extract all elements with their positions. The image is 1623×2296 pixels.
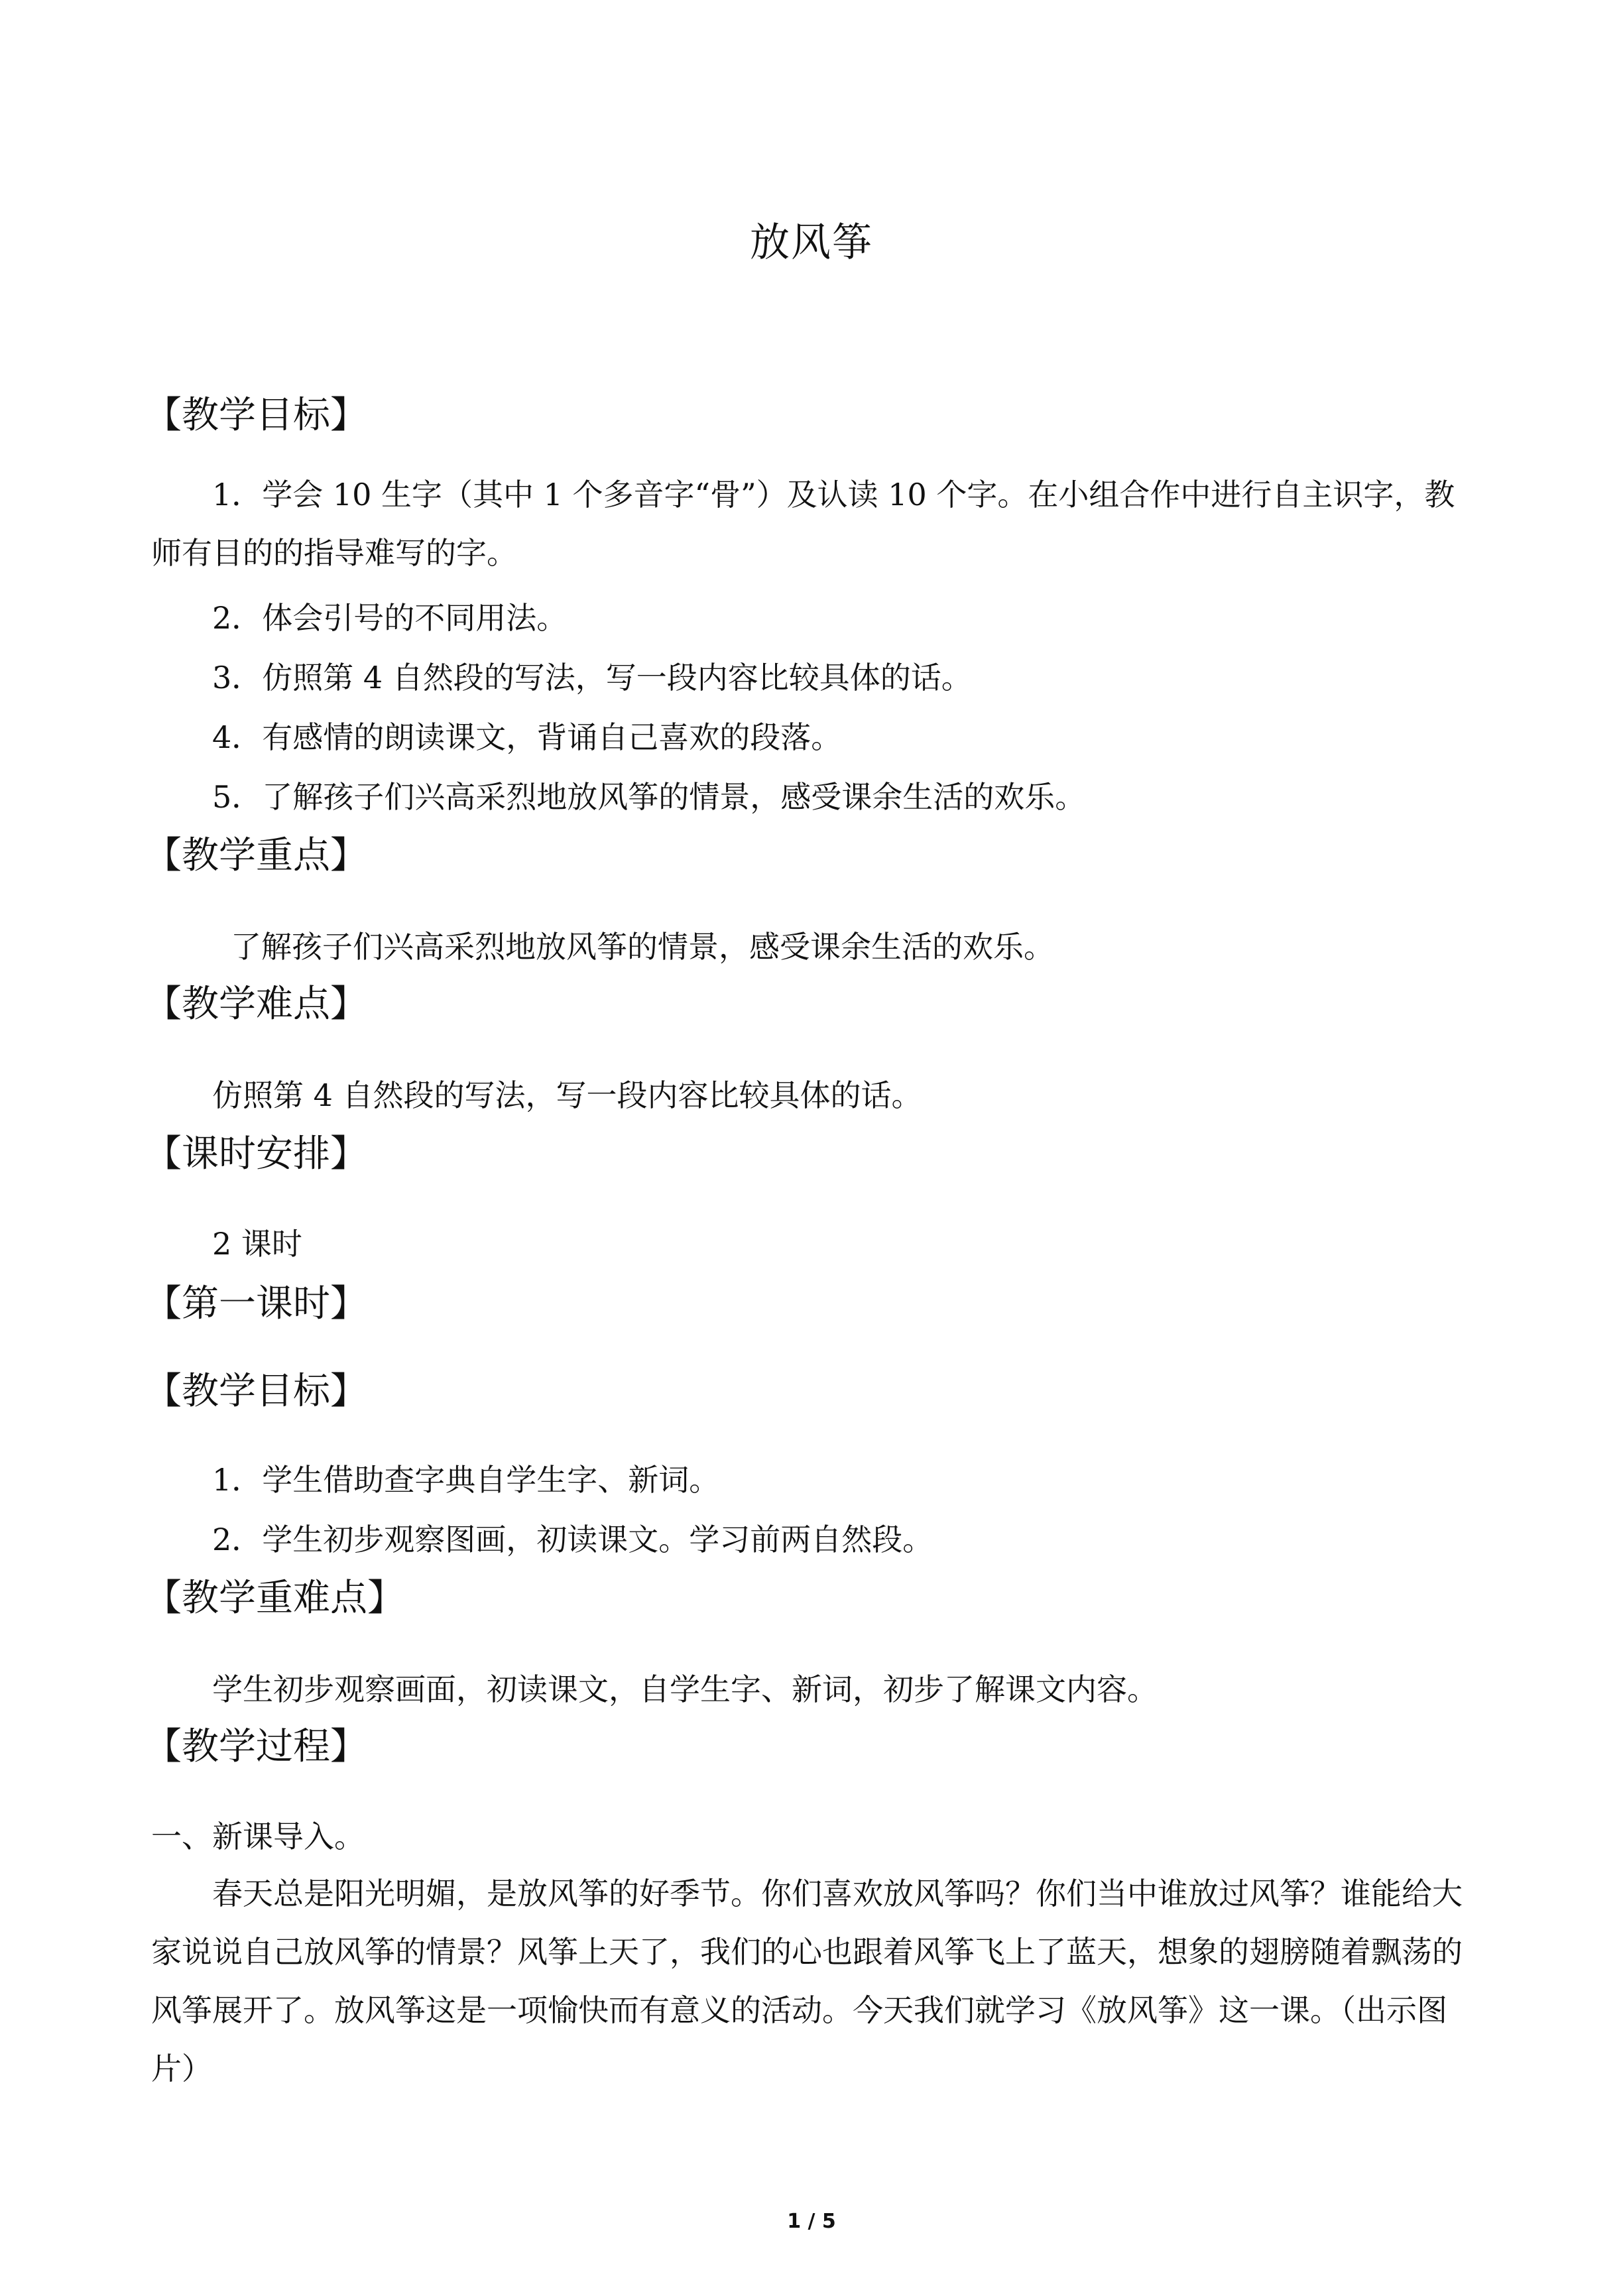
heading-key-difficulty: 【教学重难点】 [145,1577,404,1620]
difficulty-text: 仿照第 4 自然段的写法，写一段内容比较具体的话。 [212,1077,922,1113]
goal-item-2: 2．体会引号的不同用法。 [212,600,568,636]
page-title: 放风筝 [750,219,873,266]
heading-lesson-one: 【第一课时】 [145,1282,367,1325]
process-step-label: 一、新课导入。 [151,1819,365,1854]
page-number: 1 / 5 [787,2210,836,2233]
heading-lesson-goals: 【教学目标】 [145,1370,367,1413]
lesson-goal-item-1: 1．学生借助查字典自学生字、新词。 [212,1462,720,1498]
heading-key-point: 【教学重点】 [145,834,367,877]
goal-item-3: 3．仿照第 4 自然段的写法，写一段内容比较具体的话。 [212,660,972,695]
lesson-goal-item-2: 2．学生初步观察图画，初读课文。学习前两自然段。 [212,1522,933,1557]
goal-item-1: 1．学会 10 生字（其中 1 个多音字“骨”）及认读 10 个字。在小组合作中进行自主识字，教师有目的的指导难写的字。 [151,477,1455,571]
process-step-text: 春天总是阳光明媚，是放风筝的好季节。你们喜欢放风筝吗？你们当中谁放过风筝？谁能给大家说说自己放风筝的情景？风筝上天了，我们的心也跟着风筝飞上了蓝天，想象的翅膀随着飘荡的风筝展开了。放风筝这是一项愉快而有意义的活动。今天我们就学习《放风筝》这一课。（出示图片） [151,1876,1463,2086]
heading-process: 【教学过程】 [145,1725,367,1768]
heading-difficulty: 【教学难点】 [145,983,367,1026]
goal-item-5: 5．了解孩子们兴高采烈地放风筝的情景，感受课余生活的欢乐。 [212,779,1086,815]
goal-item-4: 4．有感情的朗读课文，背诵自己喜欢的段落。 [212,719,842,755]
schedule-text: 2 课时 [212,1226,302,1262]
heading-teaching-goals: 【教学目标】 [145,394,367,437]
heading-schedule: 【课时安排】 [145,1132,367,1176]
key-difficulty-text: 学生初步观察画面，初读课文，自学生字、新词，初步了解课文内容。 [212,1671,1158,1707]
key-point-text: 了解孩子们兴高采烈地放风筝的情景，感受课余生活的欢乐。 [231,929,1054,965]
